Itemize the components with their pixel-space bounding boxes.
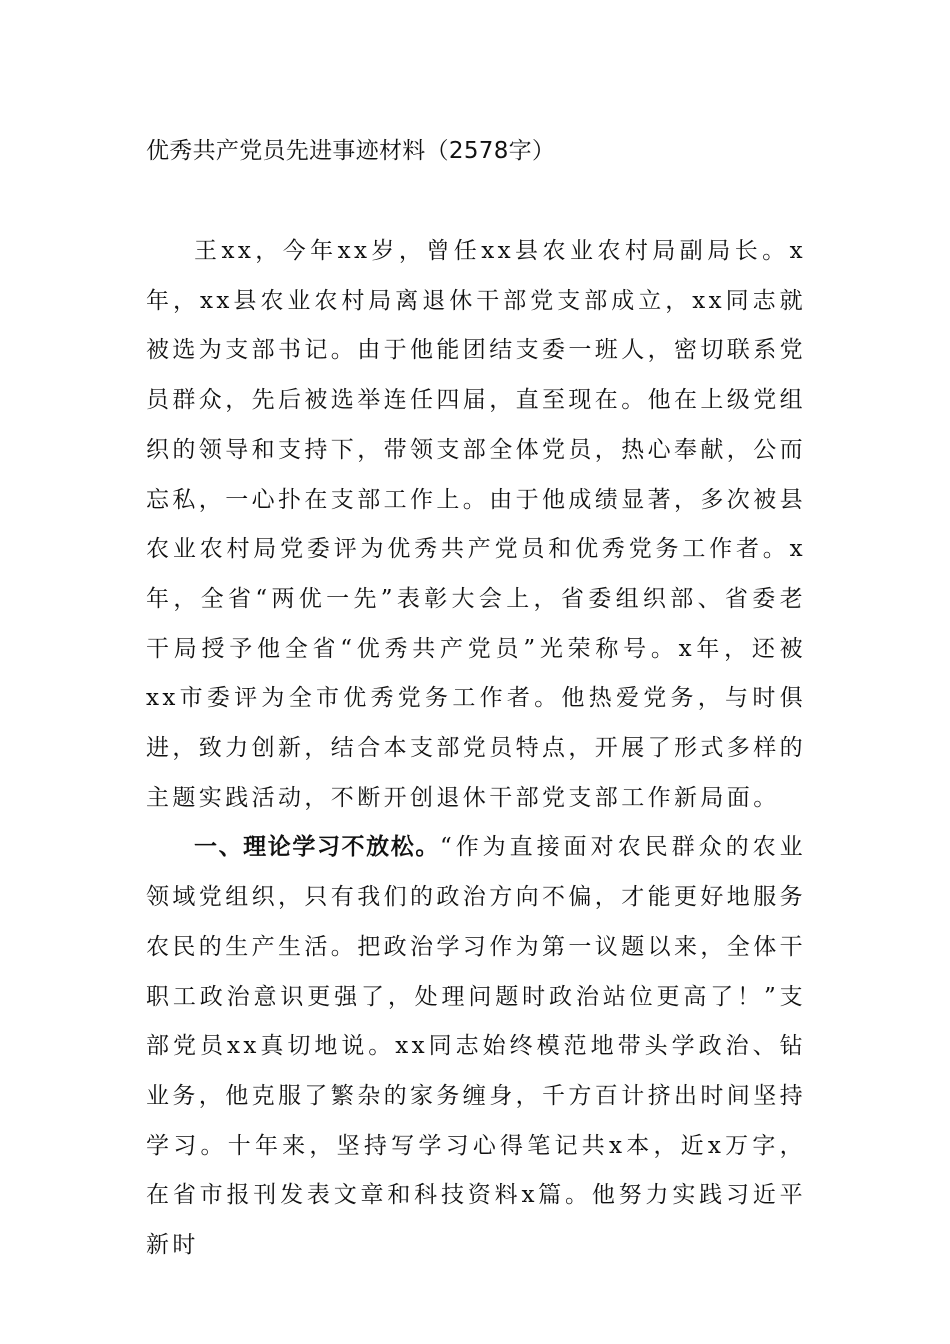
paragraph-intro-text: 王xx，今年xx岁，曾任xx县农业农村局副局长。x年，xx县农业农村局离退休干部党支部成立，xx同志就被选为支部书记。由于他能团结支委一班人，密切联系党员群众，先后被选举连任四届，直至现在。他在上级党组织的领导和支持下，带领支部全体党员，热心奉献，公而忘私，一心扑在支部工作上。由于他成绩显著，多次被县农业农村局党委评为优秀共产党员和优秀党务工作者。x年，全省“两优一先”表彰大会上，省委组织部、省委老干局授予他全省“优秀共产党员”光荣称号。x年，还被xx市委评为全市优秀党务工作者。他热爱党务，与时俱进，致力创新，结合本支部党员特点，开展了形式多样的主题实践活动，不断开创退休干部党支部工作新局面。 [146, 238, 806, 811]
document-body [146, 227, 806, 1271]
paragraph-section-one-text: “作为直接面对农民群众的农业领域党组织，只有我们的政治方向不偏，才能更好地服务农民的生产生活。把政治学习作为第一议题以来，全体干职工政治意识更强了，处理问题时政治站位更高了！”支部党员xx真切地说。xx同志始终模范地带头学政治、钻业务，他克服了繁杂的家务缠身，千方百计挤出时间坚持学习。十年来，坚持写学习心得笔记共x本，近x万字，在省市报刊发表文章和科技资料x篇。他努力实践习近平新时 [146, 834, 807, 1259]
paragraph-section-one [146, 823, 806, 1270]
section-one-heading: 一、理论学习不放松。 [194, 834, 440, 861]
document-title: 优秀共产党员先进事迹材料（2578字） [146, 138, 556, 164]
paragraph-intro [146, 227, 806, 823]
